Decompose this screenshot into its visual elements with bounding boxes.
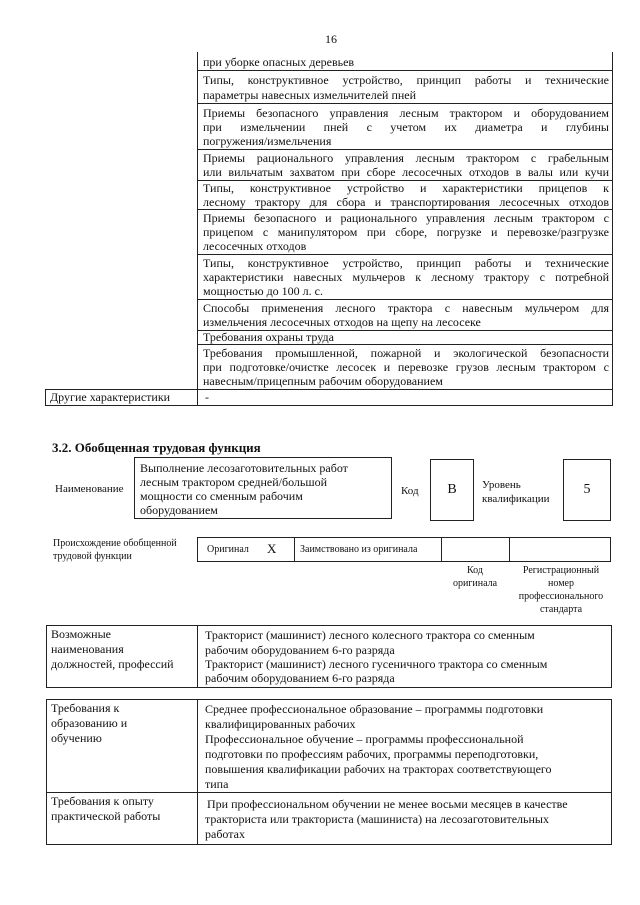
positions-value: Тракторист (машинист) лесного колесного трактора со сменным bbox=[205, 628, 535, 642]
education-value: повышения квалификации рабочих на тракторах соответствующего bbox=[205, 762, 552, 776]
education-value: Профессиональное обучение – программы профессиональной bbox=[205, 732, 524, 746]
row-text: прицепом с манипулятором при сборе, погрузке и перевозке/разгрузке bbox=[203, 225, 609, 239]
positions-label: должностей, профессий bbox=[51, 657, 174, 671]
positions-value: рабочим оборудованием 6-го разряда bbox=[205, 643, 395, 657]
row-text: характеристики навесных мульчеров к лесному трактору с потребной bbox=[203, 270, 609, 284]
row-text: Типы, конструктивное устройство, принцип работы и технические bbox=[203, 73, 609, 87]
code-label: Код bbox=[401, 485, 419, 497]
education-value: квалифицированных рабочих bbox=[205, 717, 356, 731]
education-label: обучению bbox=[51, 731, 102, 745]
positions-value: рабочим оборудованием 6-го разряда bbox=[205, 671, 395, 685]
code-caption: оригинала bbox=[452, 578, 498, 589]
code-caption: Код bbox=[467, 565, 483, 576]
experience-label: практической работы bbox=[51, 809, 161, 823]
page-number: 16 bbox=[325, 32, 337, 46]
name-line: мощности со сменным рабочим bbox=[140, 489, 303, 503]
education-label: образованию и bbox=[51, 716, 128, 730]
positions-label: Возможные bbox=[51, 627, 111, 641]
section-title: 3.2. Обобщенная трудовая функция bbox=[52, 440, 261, 455]
education-label: Требования к bbox=[51, 701, 120, 715]
row-text: лесосечных отходов bbox=[203, 239, 307, 253]
reg-caption: профессионального bbox=[518, 591, 604, 602]
row-text: измельчения лесосечных отходов на щепу на лесосеке bbox=[203, 315, 481, 329]
origin-label: Происхождение обобщенной bbox=[53, 538, 177, 549]
code-value: В bbox=[447, 482, 457, 497]
row-text: Типы, конструктивное устройство и характеристики прицепов к bbox=[203, 181, 609, 195]
row-text: Требования охраны труда bbox=[203, 330, 334, 344]
level-label: Уровень bbox=[482, 479, 521, 491]
reg-caption: номер bbox=[548, 578, 574, 589]
name-line: оборудованием bbox=[140, 503, 218, 517]
row-text: навесным/прицепным рабочим оборудованием bbox=[203, 374, 443, 388]
origin-label: трудовой функции bbox=[53, 551, 132, 562]
row-text: Типы, конструктивное устройство, принцип работы и технические bbox=[203, 256, 609, 270]
other-value: - bbox=[205, 390, 209, 404]
row-text: Способы применения лесного трактора с навесным мульчером для bbox=[203, 301, 609, 315]
name-line: лесным трактором средней/большой bbox=[140, 475, 328, 489]
row-text: при уборке опасных деревьев bbox=[203, 55, 355, 69]
row-text: лесному трактору для сбора и транспортирования лесосечных отходов bbox=[203, 195, 609, 209]
level-label: квалификации bbox=[482, 493, 550, 505]
reg-caption: Регистрационный bbox=[522, 565, 600, 576]
row-text: погружения/измельчения bbox=[203, 134, 332, 148]
row-text: Приемы рационального управления лесным трактором с грабельным bbox=[203, 151, 609, 165]
experience-label: Требования к опыту bbox=[51, 794, 154, 808]
original-label: Оригинал bbox=[207, 544, 249, 555]
row-text: мощностью до 100 л. с. bbox=[203, 284, 323, 298]
row-text: при измельчении пней с учетом их диаметра и глубины bbox=[203, 120, 609, 134]
experience-value: При профессиональном обучении не менее восьми месяцев в качестве bbox=[207, 797, 568, 811]
original-mark: X bbox=[267, 541, 277, 556]
row-text: параметры навесных измельчителей пней bbox=[203, 88, 417, 102]
name-label: Наименование bbox=[55, 483, 124, 495]
positions-label: наименования bbox=[51, 642, 124, 656]
reg-caption: стандарта bbox=[539, 604, 583, 615]
row-text: Приемы безопасного управления лесным трактором и оборудованием bbox=[203, 106, 609, 120]
experience-value: тракториста или тракториста (машиниста) на лесозаготовительных bbox=[205, 812, 549, 826]
row-text: Требования промышленной, пожарной и экологической безопасности bbox=[203, 346, 609, 360]
row-text: при подготовке/очистке лесосек и перевозке грузов лесным трактором с bbox=[203, 360, 609, 374]
education-value: подготовки по профессиям рабочих, программы переподготовки, bbox=[205, 747, 539, 761]
education-value: типа bbox=[205, 777, 229, 791]
level-value: 5 bbox=[583, 482, 591, 497]
name-line: Выполнение лесозаготовительных работ bbox=[140, 461, 348, 475]
other-label: Другие характеристики bbox=[50, 390, 171, 404]
row-text: Приемы безопасного и рационального управления лесным трактором с bbox=[203, 211, 609, 225]
education-value: Среднее профессиональное образование – программы подготовки bbox=[205, 702, 544, 716]
row-text: или вильчатым захватом при сборе лесосечных отходов в валы или кучи bbox=[203, 165, 609, 179]
experience-value: работах bbox=[205, 827, 245, 841]
borrowed-label: Заимствовано из оригинала bbox=[300, 544, 418, 555]
positions-value: Тракторист (машинист) лесного гусеничного трактора со сменным bbox=[205, 657, 548, 671]
